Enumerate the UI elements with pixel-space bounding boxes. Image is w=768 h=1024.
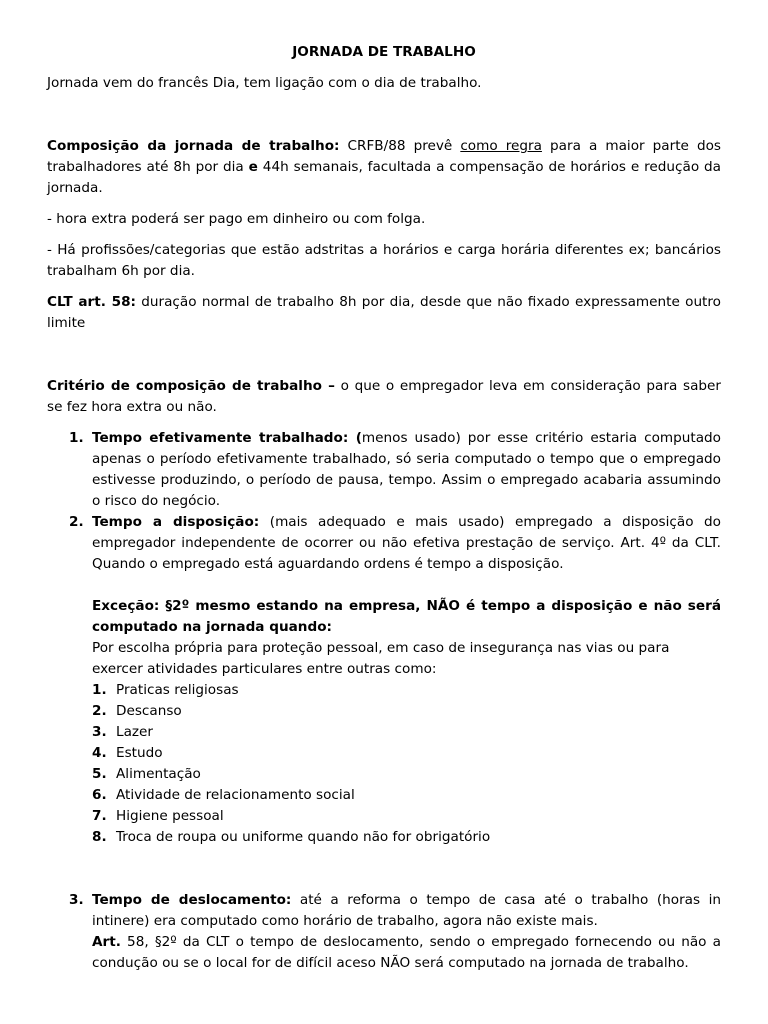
- composicao-bold-e: e: [248, 159, 258, 175]
- list-number: 7.: [92, 808, 107, 824]
- list-item: [92, 764, 721, 785]
- item-text: até a reforma o tempo de casa até o trabalho (horas in intinere) era computado como horário de trabalho, agora não existe mais.: [92, 892, 721, 929]
- item-heading: Tempo a disposição:: [92, 514, 260, 530]
- excecao-list: [47, 680, 721, 848]
- list-item-label: Troca de roupa ou uniforme quando não for obrigatório: [116, 829, 491, 845]
- list-item: [92, 806, 721, 827]
- list-number: 8.: [92, 829, 107, 845]
- criteria-list: [47, 428, 721, 974]
- list-number: 1.: [69, 430, 84, 446]
- list-item-label: Alimentação: [116, 766, 201, 782]
- list-item-label: Descanso: [116, 703, 182, 719]
- list-item: [92, 722, 721, 743]
- clt-heading: CLT art. 58:: [47, 294, 136, 310]
- excecao-heading: Exceção: §2º mesmo estando na empresa, NÃO é tempo a disposição e não será computado na jornada quando:: [92, 598, 721, 635]
- list-number: 3.: [92, 724, 107, 740]
- list-number: 2.: [92, 703, 107, 719]
- excecao-text: Por escolha própria para proteção pessoal, em caso de insegurança nas vias ou para exercer atividades particulares entre outras como:: [92, 640, 670, 677]
- item-text: menos usado) por esse critério estaria computado apenas o período efetivamente trabalhado, só seria computado o tempo que o empregado estivesse produzindo, o período de pausa, tempo. Assim o empregado acabaria assumindo o risco do negócio.: [92, 430, 721, 509]
- list-item-label: Higiene pessoal: [116, 808, 224, 824]
- document-title: JORNADA DE TRABALHO: [292, 44, 476, 60]
- list-number: 2.: [69, 514, 84, 530]
- criterio-paragraph: [47, 376, 721, 418]
- art58-text: 58, §2º da CLT o tempo de deslocamento, sendo o empregado fornecendo ou não a condução ou se o local for de difícil aceso NÃO será computado na jornada de trabalho.: [92, 934, 721, 971]
- composicao-text-a: CRFB/88 prevê: [339, 138, 461, 154]
- item-text: (mais adequado e mais usado) empregado a disposição do empregador independente de ocorrer ou não efetiva prestação de serviço. Art. 4º da CLT. Quando o empregado está aguardando ordens é tempo a disposição.: [92, 514, 721, 572]
- list-number: 4.: [92, 745, 107, 761]
- list-item-label: Atividade de relacionamento social: [116, 787, 355, 803]
- list-item-label: Estudo: [116, 745, 163, 761]
- list-number: 3.: [69, 892, 84, 908]
- list-item: [47, 890, 721, 974]
- list-item: [47, 512, 721, 680]
- document-page: [47, 42, 721, 974]
- list-item: [92, 680, 721, 701]
- composicao-text-c: 44h semanais, facultada a compensação de horários e redução da jornada.: [47, 159, 721, 196]
- list-item: [92, 701, 721, 722]
- hora-extra-bullet: - hora extra poderá ser pago em dinheiro ou com folga.: [47, 211, 426, 227]
- list-item: [92, 743, 721, 764]
- composicao-text-b: para a maior parte dos trabalhadores até 8h por dia: [47, 138, 721, 175]
- clt-text: duração normal de trabalho 8h por dia, desde que não fixado expressamente outro limite: [47, 294, 721, 331]
- list-number: 1.: [92, 682, 107, 698]
- criterio-heading: Critério de composição de trabalho –: [47, 378, 335, 394]
- item-heading: Tempo efetivamente trabalhado: (: [92, 430, 362, 446]
- list-item-label: Praticas religiosas: [116, 682, 239, 698]
- list-item: [92, 827, 721, 848]
- list-item: [47, 428, 721, 512]
- composicao-heading: Composição da jornada de trabalho:: [47, 138, 340, 154]
- list-number: 6.: [92, 787, 107, 803]
- clt-paragraph: [47, 292, 721, 334]
- list-item: [92, 785, 721, 806]
- composicao-underlined: como regra: [460, 138, 542, 154]
- list-number: 5.: [92, 766, 107, 782]
- criterio-text: o que o empregador leva em consideração para saber se fez hora extra ou não.: [47, 378, 721, 415]
- profissoes-bullet: - Há profissões/categorias que estão adstritas a horários e carga horária diferentes ex; bancários trabalham 6h por dia.: [47, 242, 721, 279]
- art58-heading: Art.: [92, 934, 121, 950]
- item-heading: Tempo de deslocamento:: [92, 892, 292, 908]
- composicao-paragraph: [47, 136, 721, 199]
- list-item-label: Lazer: [116, 724, 153, 740]
- intro-paragraph: Jornada vem do francês Dia, tem ligação com o dia de trabalho.: [47, 75, 482, 91]
